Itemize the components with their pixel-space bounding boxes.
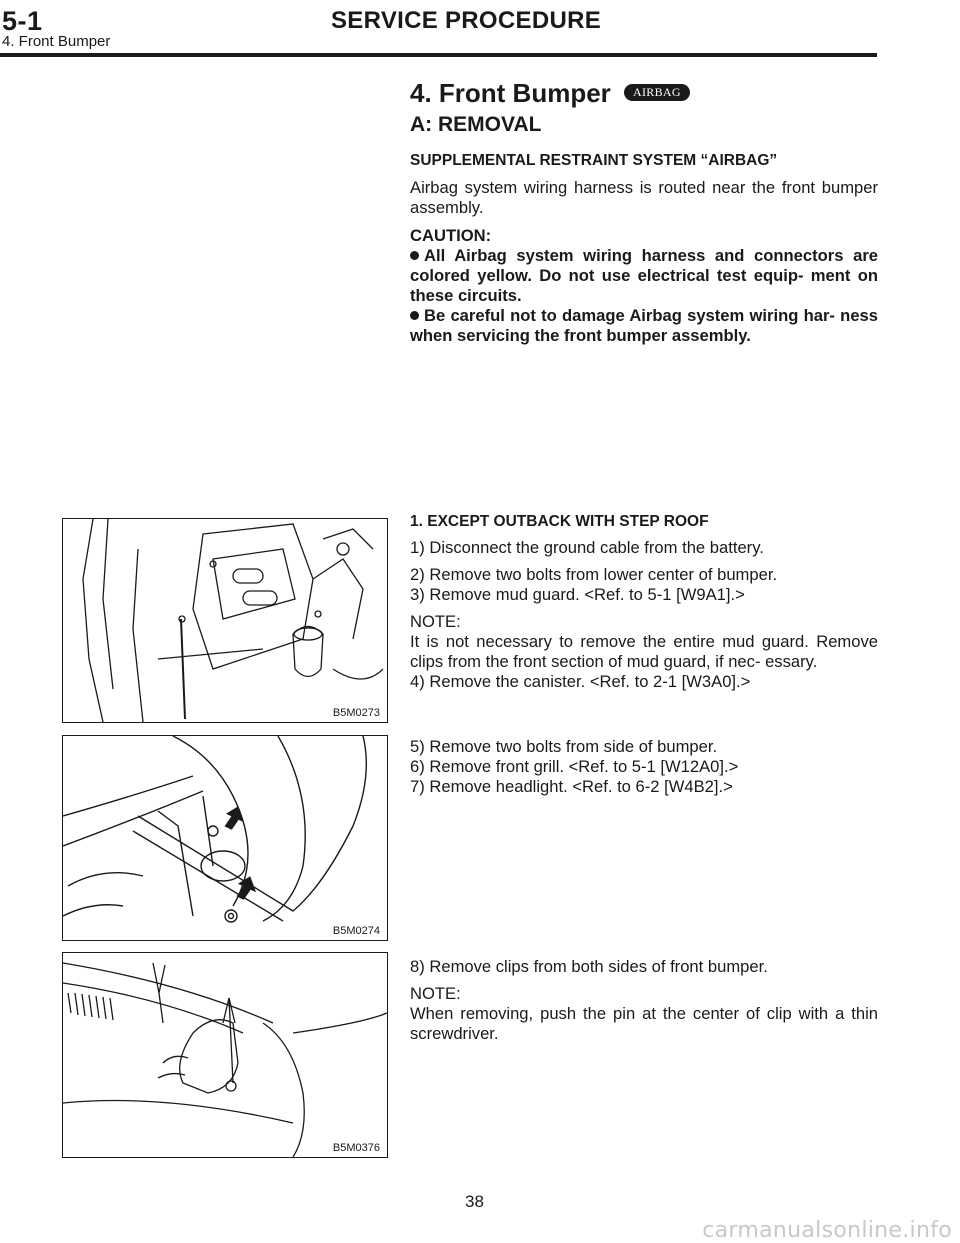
page-number: 38 bbox=[465, 1192, 484, 1211]
procedure-heading: 1. EXCEPT OUTBACK WITH STEP ROOF bbox=[410, 513, 709, 530]
srs-text: Airbag system wiring harness is routed near the front bumper assembly. bbox=[410, 178, 878, 217]
watermark: carmanualsonline.info bbox=[702, 1218, 952, 1243]
section-title bbox=[410, 78, 690, 109]
caution-item-1-text: All Airbag system wiring harness and connectors are colored yellow. Do not use electrical test equip- ment on these circuits. bbox=[410, 246, 878, 305]
header-rule bbox=[0, 53, 877, 57]
step-7: 7) Remove headlight. <Ref. to 6-2 [W4B2].> bbox=[410, 777, 733, 796]
step-1: 1) Disconnect the ground cable from the battery. bbox=[410, 538, 764, 557]
step-3: 3) Remove mud guard. <Ref. to 5-1 [W9A1].> bbox=[410, 585, 745, 604]
caution-item-1 bbox=[410, 246, 878, 306]
figure-bumper-side bbox=[62, 735, 388, 941]
chapter-subtitle: 4. Front Bumper bbox=[2, 33, 111, 50]
caution-item-2 bbox=[410, 306, 878, 346]
note-1-label: NOTE: bbox=[410, 612, 461, 631]
bullet-icon bbox=[410, 311, 419, 320]
note-1-text: It is not necessary to remove the entire mud guard. Remove clips from the front section of mud guard, if nec- essary. bbox=[410, 632, 878, 671]
figure-underbody bbox=[62, 518, 388, 723]
procedure-block-2 bbox=[410, 737, 878, 797]
procedure-block-1 bbox=[410, 512, 878, 692]
figure-clip-removal bbox=[62, 952, 388, 1158]
airbag-badge: AIRBAG bbox=[624, 84, 690, 101]
section-title-text: 4. Front Bumper bbox=[410, 78, 611, 108]
srs-heading: SUPPLEMENTAL RESTRAINT SYSTEM “AIRBAG” bbox=[410, 152, 778, 169]
bullet-icon bbox=[410, 251, 419, 260]
figure-label: B5M0274 bbox=[332, 925, 380, 937]
procedure-block-3 bbox=[410, 957, 878, 1044]
caution-item-2-text: Be careful not to damage Airbag system wiring har- ness when servicing the front bumper assembly. bbox=[410, 306, 878, 345]
note-2-label: NOTE: bbox=[410, 984, 461, 1003]
step-6: 6) Remove front grill. <Ref. to 5-1 [W12A0].> bbox=[410, 757, 739, 776]
step-5: 5) Remove two bolts from side of bumper. bbox=[410, 737, 718, 756]
chapter-code: 5-1 bbox=[2, 6, 43, 36]
step-2: 2) Remove two bolts from lower center of bumper. bbox=[410, 565, 778, 584]
figure-label: B5M0376 bbox=[332, 1142, 380, 1154]
step-4: 4) Remove the canister. <Ref. to 2-1 [W3A0].> bbox=[410, 672, 751, 691]
step-8: 8) Remove clips from both sides of front bumper. bbox=[410, 957, 768, 976]
bumper-side-illustration bbox=[63, 736, 387, 940]
caution-label: CAUTION: bbox=[410, 226, 492, 245]
underbody-illustration bbox=[63, 519, 387, 722]
removal-heading: A: REMOVAL bbox=[410, 113, 542, 136]
clip-removal-illustration bbox=[63, 953, 387, 1157]
srs-block bbox=[410, 151, 878, 346]
chapter-title: SERVICE PROCEDURE bbox=[331, 7, 602, 34]
figure-label: B5M0273 bbox=[332, 707, 380, 719]
note-2-text: When removing, push the pin at the center of clip with a thin screwdriver. bbox=[410, 1004, 878, 1043]
